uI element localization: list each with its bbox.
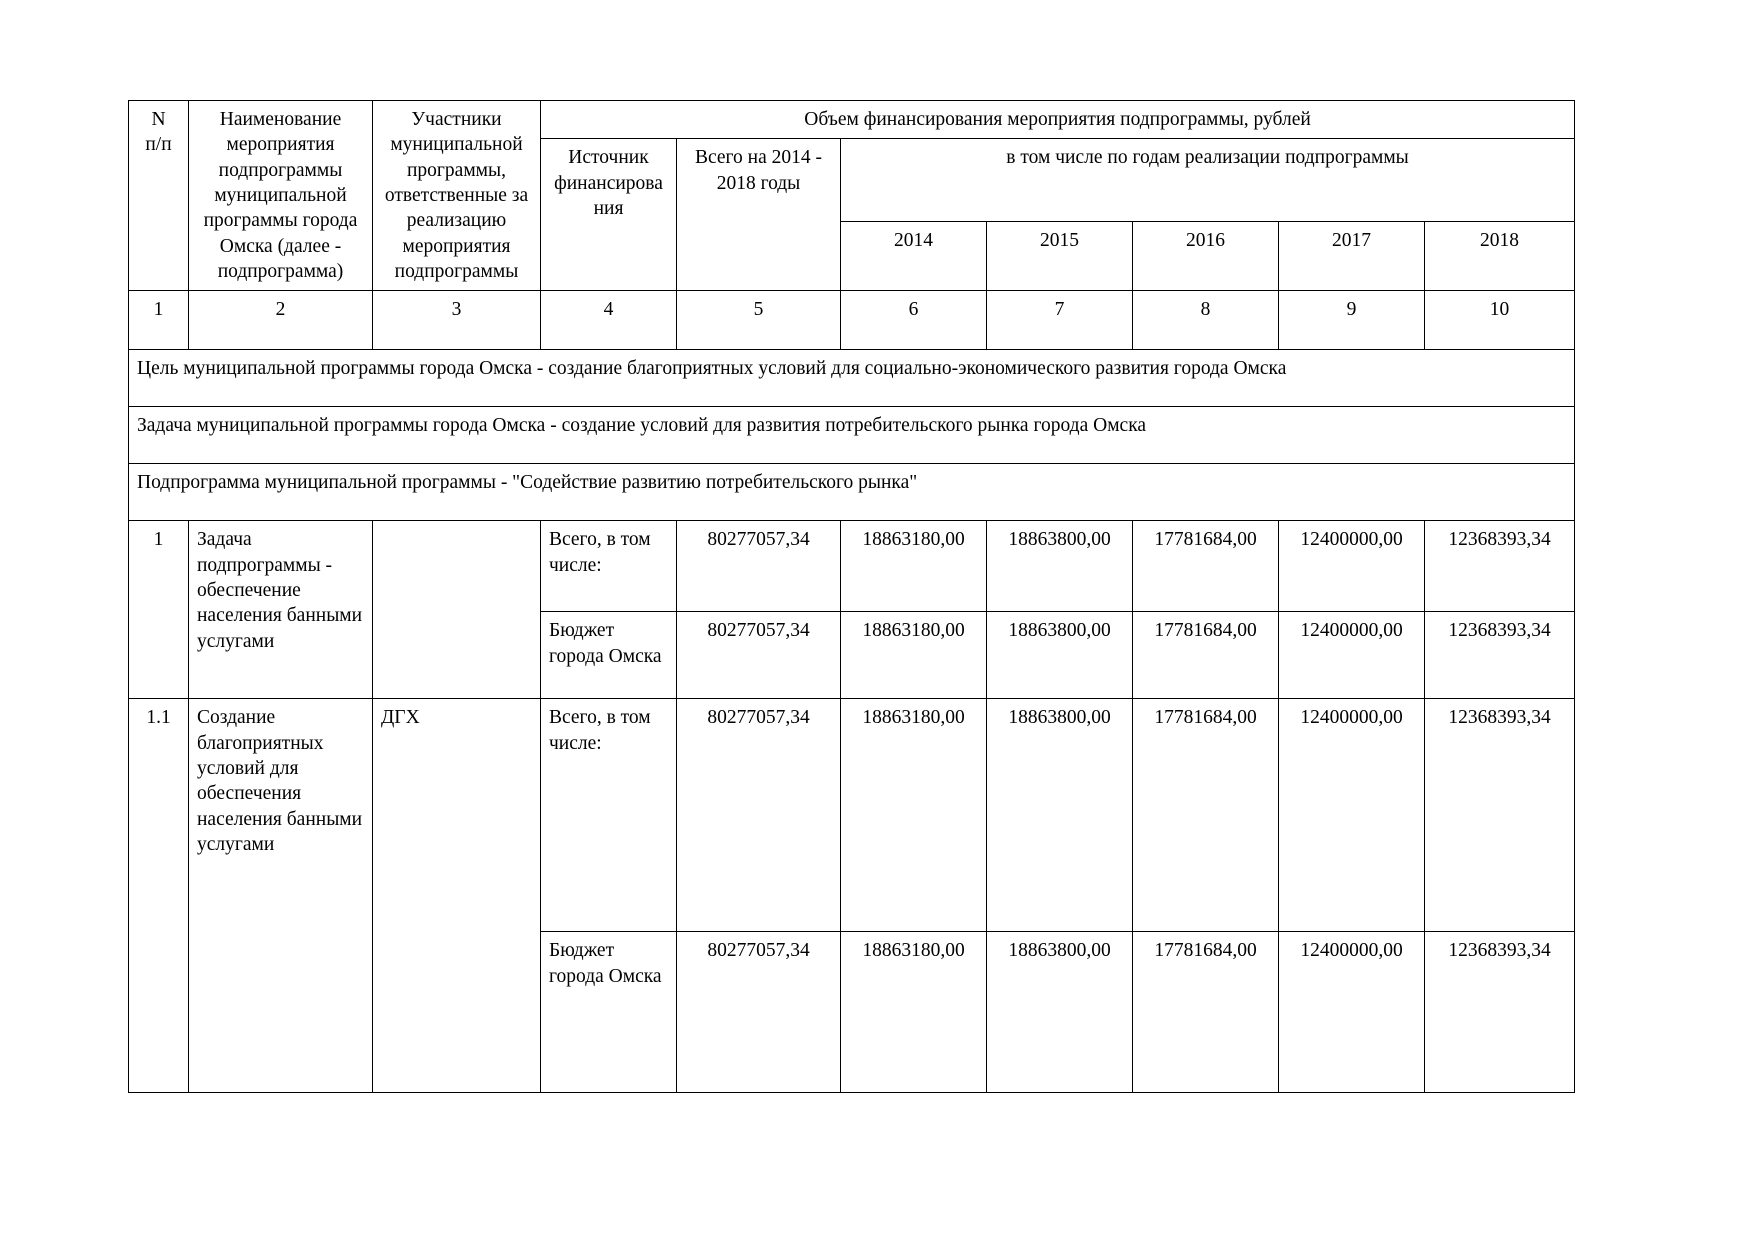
table-header-row-1 (129, 101, 1575, 139)
row-event-name: Создание благоприятных условий для обеспечения населения банными услугами (189, 699, 373, 1093)
statement-subprogram: Подпрограмма муниципальной программы - "Содействие развитию потребительского рынка" (129, 464, 1575, 521)
header-cell-year-2017: 2017 (1279, 222, 1425, 291)
column-number-1: 1 (129, 291, 189, 350)
header-cell-event-name: Наименование мероприятия подпрограммы муниципальной программы города Омска (далее - подпрограмма) (189, 101, 373, 291)
row-total: 80277057,34 (677, 521, 841, 612)
row-year-2014: 18863180,00 (841, 612, 987, 699)
column-number-row (129, 291, 1575, 350)
row-source: Бюджет города Омска (541, 612, 677, 699)
row-year-2014: 18863180,00 (841, 699, 987, 932)
row-year-2018: 12368393,34 (1425, 612, 1575, 699)
row-index: 1.1 (129, 699, 189, 1093)
row-year-2018: 12368393,34 (1425, 699, 1575, 932)
financing-table (128, 100, 1575, 1093)
statement-task: Задача муниципальной программы города Омска - создание условий для развития потребительского рынка города Омска (129, 407, 1575, 464)
row-participants: ДГХ (373, 699, 541, 1093)
column-number-9: 9 (1279, 291, 1425, 350)
row-year-2018: 12368393,34 (1425, 521, 1575, 612)
row-year-2017: 12400000,00 (1279, 932, 1425, 1093)
row-source: Бюджет города Омска (541, 932, 677, 1093)
header-cell-number (129, 101, 189, 291)
header-cell-participants: Участники муниципальной программы, ответственные за реализацию мероприятия подпрограммы (373, 101, 541, 291)
header-cell-year-2015: 2015 (987, 222, 1133, 291)
row-participants (373, 521, 541, 699)
row-year-2015: 18863800,00 (987, 521, 1133, 612)
column-number-6: 6 (841, 291, 987, 350)
row-year-2017: 12400000,00 (1279, 612, 1425, 699)
row-year-2016: 17781684,00 (1133, 699, 1279, 932)
header-cell-total: Всего на 2014 - 2018 годы (677, 139, 841, 291)
header-cell-year-2014: 2014 (841, 222, 987, 291)
column-number-5: 5 (677, 291, 841, 350)
row-year-2015: 18863800,00 (987, 612, 1133, 699)
row-year-2016: 17781684,00 (1133, 932, 1279, 1093)
column-number-8: 8 (1133, 291, 1279, 350)
row-year-2017: 12400000,00 (1279, 521, 1425, 612)
column-number-7: 7 (987, 291, 1133, 350)
statement-row-subprogram (129, 464, 1575, 521)
row-index: 1 (129, 521, 189, 699)
statement-row-task (129, 407, 1575, 464)
statement-goal: Цель муниципальной программы города Омска - создание благоприятных условий для социально-экономического развития города Омска (129, 350, 1575, 407)
header-cell-year-2018: 2018 (1425, 222, 1575, 291)
header-cell-year-2016: 2016 (1133, 222, 1279, 291)
column-number-3: 3 (373, 291, 541, 350)
row-event-name: Задача подпрограммы - обеспечение населения банными услугами (189, 521, 373, 699)
row-year-2015: 18863800,00 (987, 932, 1133, 1093)
table-row (129, 699, 1575, 932)
header-cell-by-years: в том числе по годам реализации подпрограммы (841, 139, 1575, 222)
row-source: Всего, в том числе: (541, 521, 677, 612)
header-cell-source: Источник финансирова ния (541, 139, 677, 291)
column-number-4: 4 (541, 291, 677, 350)
column-number-10: 10 (1425, 291, 1575, 350)
row-year-2014: 18863180,00 (841, 521, 987, 612)
row-total: 80277057,34 (677, 612, 841, 699)
header-number-line1: N (151, 109, 166, 130)
row-year-2016: 17781684,00 (1133, 521, 1279, 612)
row-year-2016: 17781684,00 (1133, 612, 1279, 699)
row-total: 80277057,34 (677, 932, 841, 1093)
row-year-2018: 12368393,34 (1425, 932, 1575, 1093)
row-total: 80277057,34 (677, 699, 841, 932)
statement-row-goal (129, 350, 1575, 407)
header-number-line2: п/п (145, 134, 172, 156)
row-year-2015: 18863800,00 (987, 699, 1133, 932)
table-row (129, 521, 1575, 612)
row-source: Всего, в том числе: (541, 699, 677, 932)
column-number-2: 2 (189, 291, 373, 350)
row-year-2014: 18863180,00 (841, 932, 987, 1093)
header-cell-financing-volume: Объем финансирования мероприятия подпрограммы, рублей (541, 101, 1575, 139)
row-year-2017: 12400000,00 (1279, 699, 1425, 932)
